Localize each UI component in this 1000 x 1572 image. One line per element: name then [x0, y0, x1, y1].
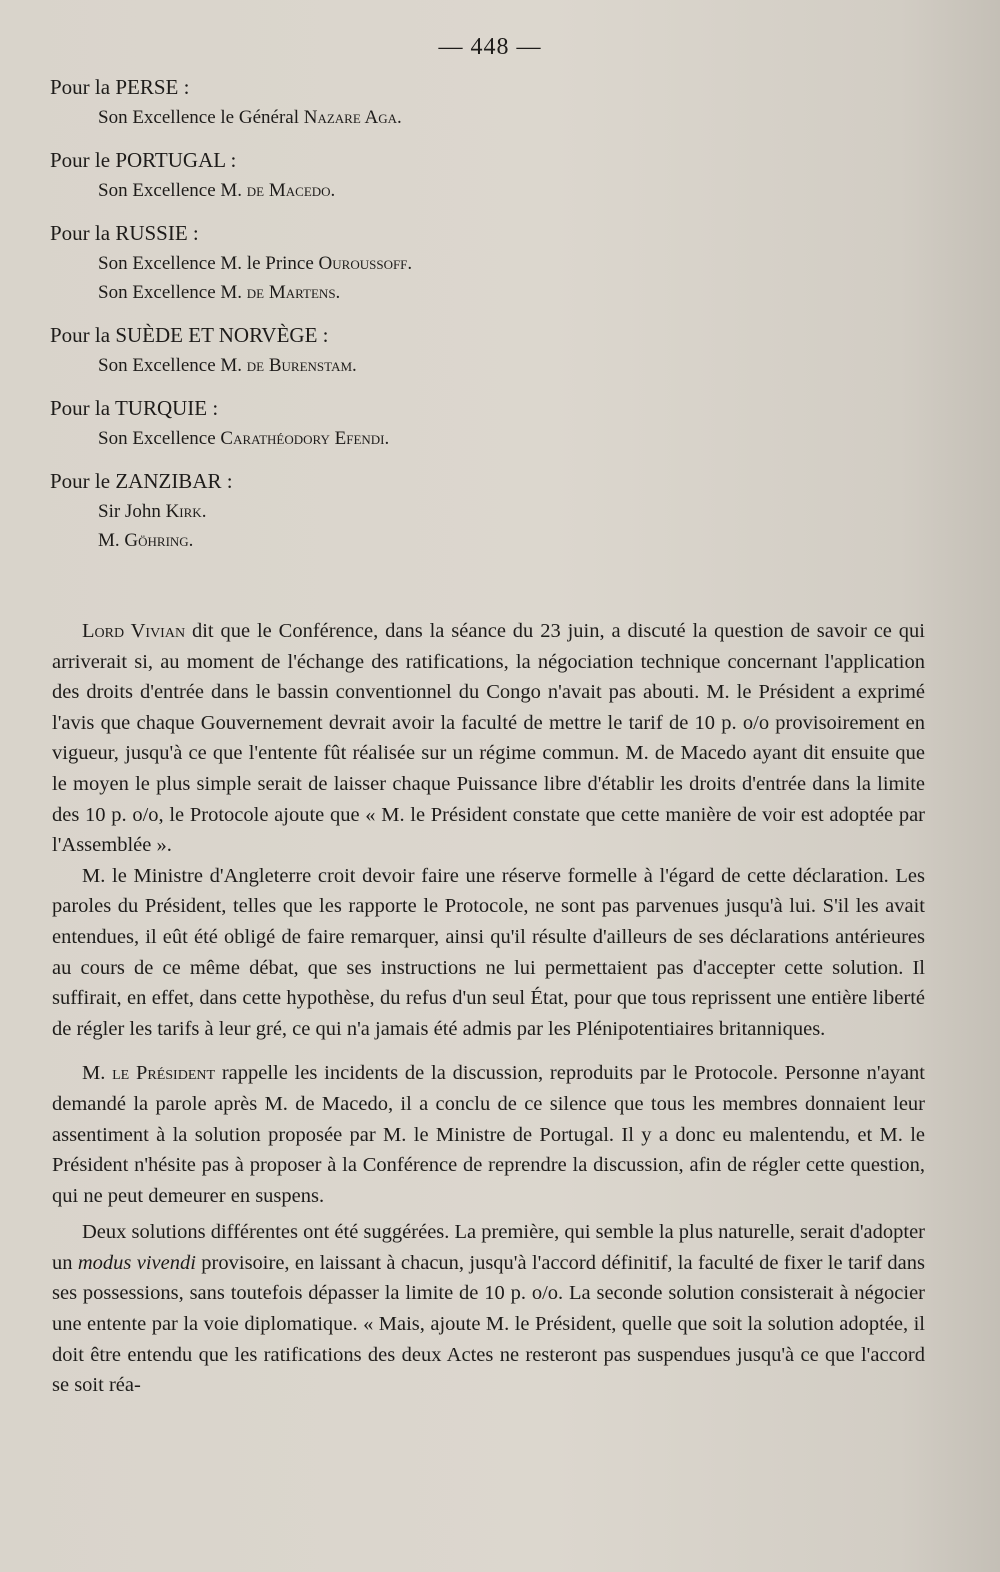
- delegation-list: [50, 72, 930, 568]
- country-name: TURQUIE :: [114, 396, 219, 420]
- country-prefix: Pour la: [50, 323, 111, 347]
- country-name: ZANZIBAR :: [115, 469, 233, 493]
- delegate-line: [50, 497, 930, 526]
- delegate-name: de Macedo.: [246, 180, 336, 201]
- country-block-turquie: [50, 393, 930, 453]
- country-name: SUÈDE ET NORVÈGE :: [115, 323, 329, 347]
- delegate-line: [50, 278, 930, 307]
- country-block-zanzibar: [50, 466, 930, 555]
- country-block-perse: [50, 72, 930, 132]
- italic-term: modus vivendi: [77, 1251, 196, 1274]
- country-prefix: Pour la: [50, 75, 111, 99]
- country-name: RUSSIE :: [115, 221, 199, 245]
- delegate-title: Son Excellence M.: [98, 180, 243, 201]
- delegate-title: Son Excellence M. le Prince: [98, 253, 314, 274]
- paragraph-text: dit que le Conférence, dans la séance du 23 juin, a discuté la question de savoir ce qui arriverait si, au moment de l'échange des ratifications, la négociation technique concernant l'application des droits d'entrée dans le bassin conventionnel du Congo n'avait pas abouti. M. le Président a exprimé l'avis que chaque Gouvernement devrait avoir la faculté de mettre le tarif de 10 p. o/o provisoirement en vigueur, jusqu'à ce que l'entente fût réalisée sur un régime commun. M. de Macedo ayant dit ensuite que le moyen le plus simple serait de laisser chaque Puissance libre d'établir les droits d'entrée dans la limite des 10 p. o/o, le Protocole ajoute que « M. le Président constate que cette manière de voir est adoptée par l'Assemblée ».: [52, 620, 925, 857]
- country-block-portugal: [50, 145, 930, 205]
- delegate-name: Kirk.: [165, 501, 207, 522]
- paragraph-text: provisoire, en laissant à chacun, jusqu'à l'accord définitif, la faculté de fixer le tarif dans ses possessions, sans toutefois dépasser la limite de 10 p. o/o. La seconde solution consisterait à négocier une entente par la voie diplomatique. « Mais, ajoute M. le Président, quelle que soit la solution adoptée, il doit être entendu que les ratifications des deux Actes ne resteront pas suspendues jusqu'à ce que l'accord se soit réa-: [52, 1251, 926, 1397]
- country-heading: [50, 393, 930, 424]
- country-heading: [50, 72, 930, 103]
- country-name: PORTUGAL :: [115, 148, 237, 172]
- delegate-line: [50, 249, 930, 278]
- delegate-line: [50, 424, 930, 453]
- delegate-title: Son Excellence M.: [98, 355, 243, 376]
- page-number: — 448 —: [438, 34, 542, 60]
- delegate-name: de Burenstam.: [246, 355, 357, 376]
- delegate-line: [50, 526, 930, 555]
- country-heading: [50, 145, 930, 176]
- country-heading: [50, 320, 930, 351]
- delegate-name: Göhring.: [124, 530, 194, 551]
- country-prefix: Pour la: [50, 396, 111, 420]
- country-prefix: Pour la: [50, 221, 111, 245]
- country-heading: [50, 218, 930, 249]
- delegate-title: Son Excellence: [98, 428, 216, 449]
- paragraph-president: [52, 1058, 925, 1211]
- country-name: PERSE :: [115, 75, 190, 99]
- country-block-suede-norvege: [50, 320, 930, 380]
- delegate-title: M.: [98, 530, 120, 551]
- paragraph-text: rappelle les incidents de la discussion, reproduits par le Protocole. Personne n'ayant demandé la parole après M. de Macedo, il a conclu de ce silence que tous les membres donnaient leur assentiment à la solution proposée par M. le Ministre de Portugal. Il y a donc eu malentendu, et M. le Président n'hésite pas à proposer à la Conférence de reprendre la discussion, afin de régler cette question, qui ne peut demeurer en suspens.: [52, 1062, 926, 1207]
- country-prefix: Pour le: [50, 469, 111, 493]
- paragraph-lord-vivian: [52, 616, 925, 861]
- country-heading: [50, 466, 930, 497]
- country-prefix: Pour le: [50, 148, 111, 172]
- delegate-name: Carathéodory Efendi.: [220, 428, 390, 449]
- delegate-line: [50, 103, 930, 132]
- speaker-name: Lord Vivian: [82, 620, 186, 642]
- country-block-russie: [50, 218, 930, 307]
- delegate-name: de Martens.: [246, 282, 341, 303]
- minutes-text: [52, 616, 925, 1401]
- paragraph-text: M. le Ministre d'Angleterre croit devoir faire une réserve formelle à l'égard de cette déclaration. Les paroles du Président, telles que les rapporte le Protocole, ne sont pas parvenues jusqu'à lui. S'il les avait entendues, il eût été obligé de faire remarquer, ainsi qu'il résulte d'ailleurs de ses déclarations antérieures au cours de ce même débat, que ses instructions ne lui permettaient pas d'accepter cette solution. Il suffirait, en effet, dans cette hypothèse, du refus d'un seul État, pour que tous reprissent une entière liberté de régler les tarifs à leur gré, ce qui n'a jamais été admis par les Plénipotentiaires britanniques.: [52, 864, 925, 1040]
- delegate-name: Ouroussoff.: [318, 253, 413, 274]
- delegate-title: Son Excellence le Général: [98, 107, 299, 128]
- delegate-line: [50, 351, 930, 380]
- delegate-title: Son Excellence M.: [98, 282, 243, 303]
- paragraph-text: Deux solutions différentes ont été suggérées. La première, qui semble la plus naturelle, serait d'adopter un: [52, 1221, 925, 1274]
- delegate-line: [50, 176, 930, 205]
- paragraph-solutions: [52, 1217, 925, 1401]
- delegate-title: Sir John: [98, 501, 161, 522]
- speaker-name: M. le Président: [82, 1062, 216, 1085]
- delegate-name: Nazare Aga.: [303, 107, 402, 128]
- paragraph-reserve: [52, 861, 925, 1045]
